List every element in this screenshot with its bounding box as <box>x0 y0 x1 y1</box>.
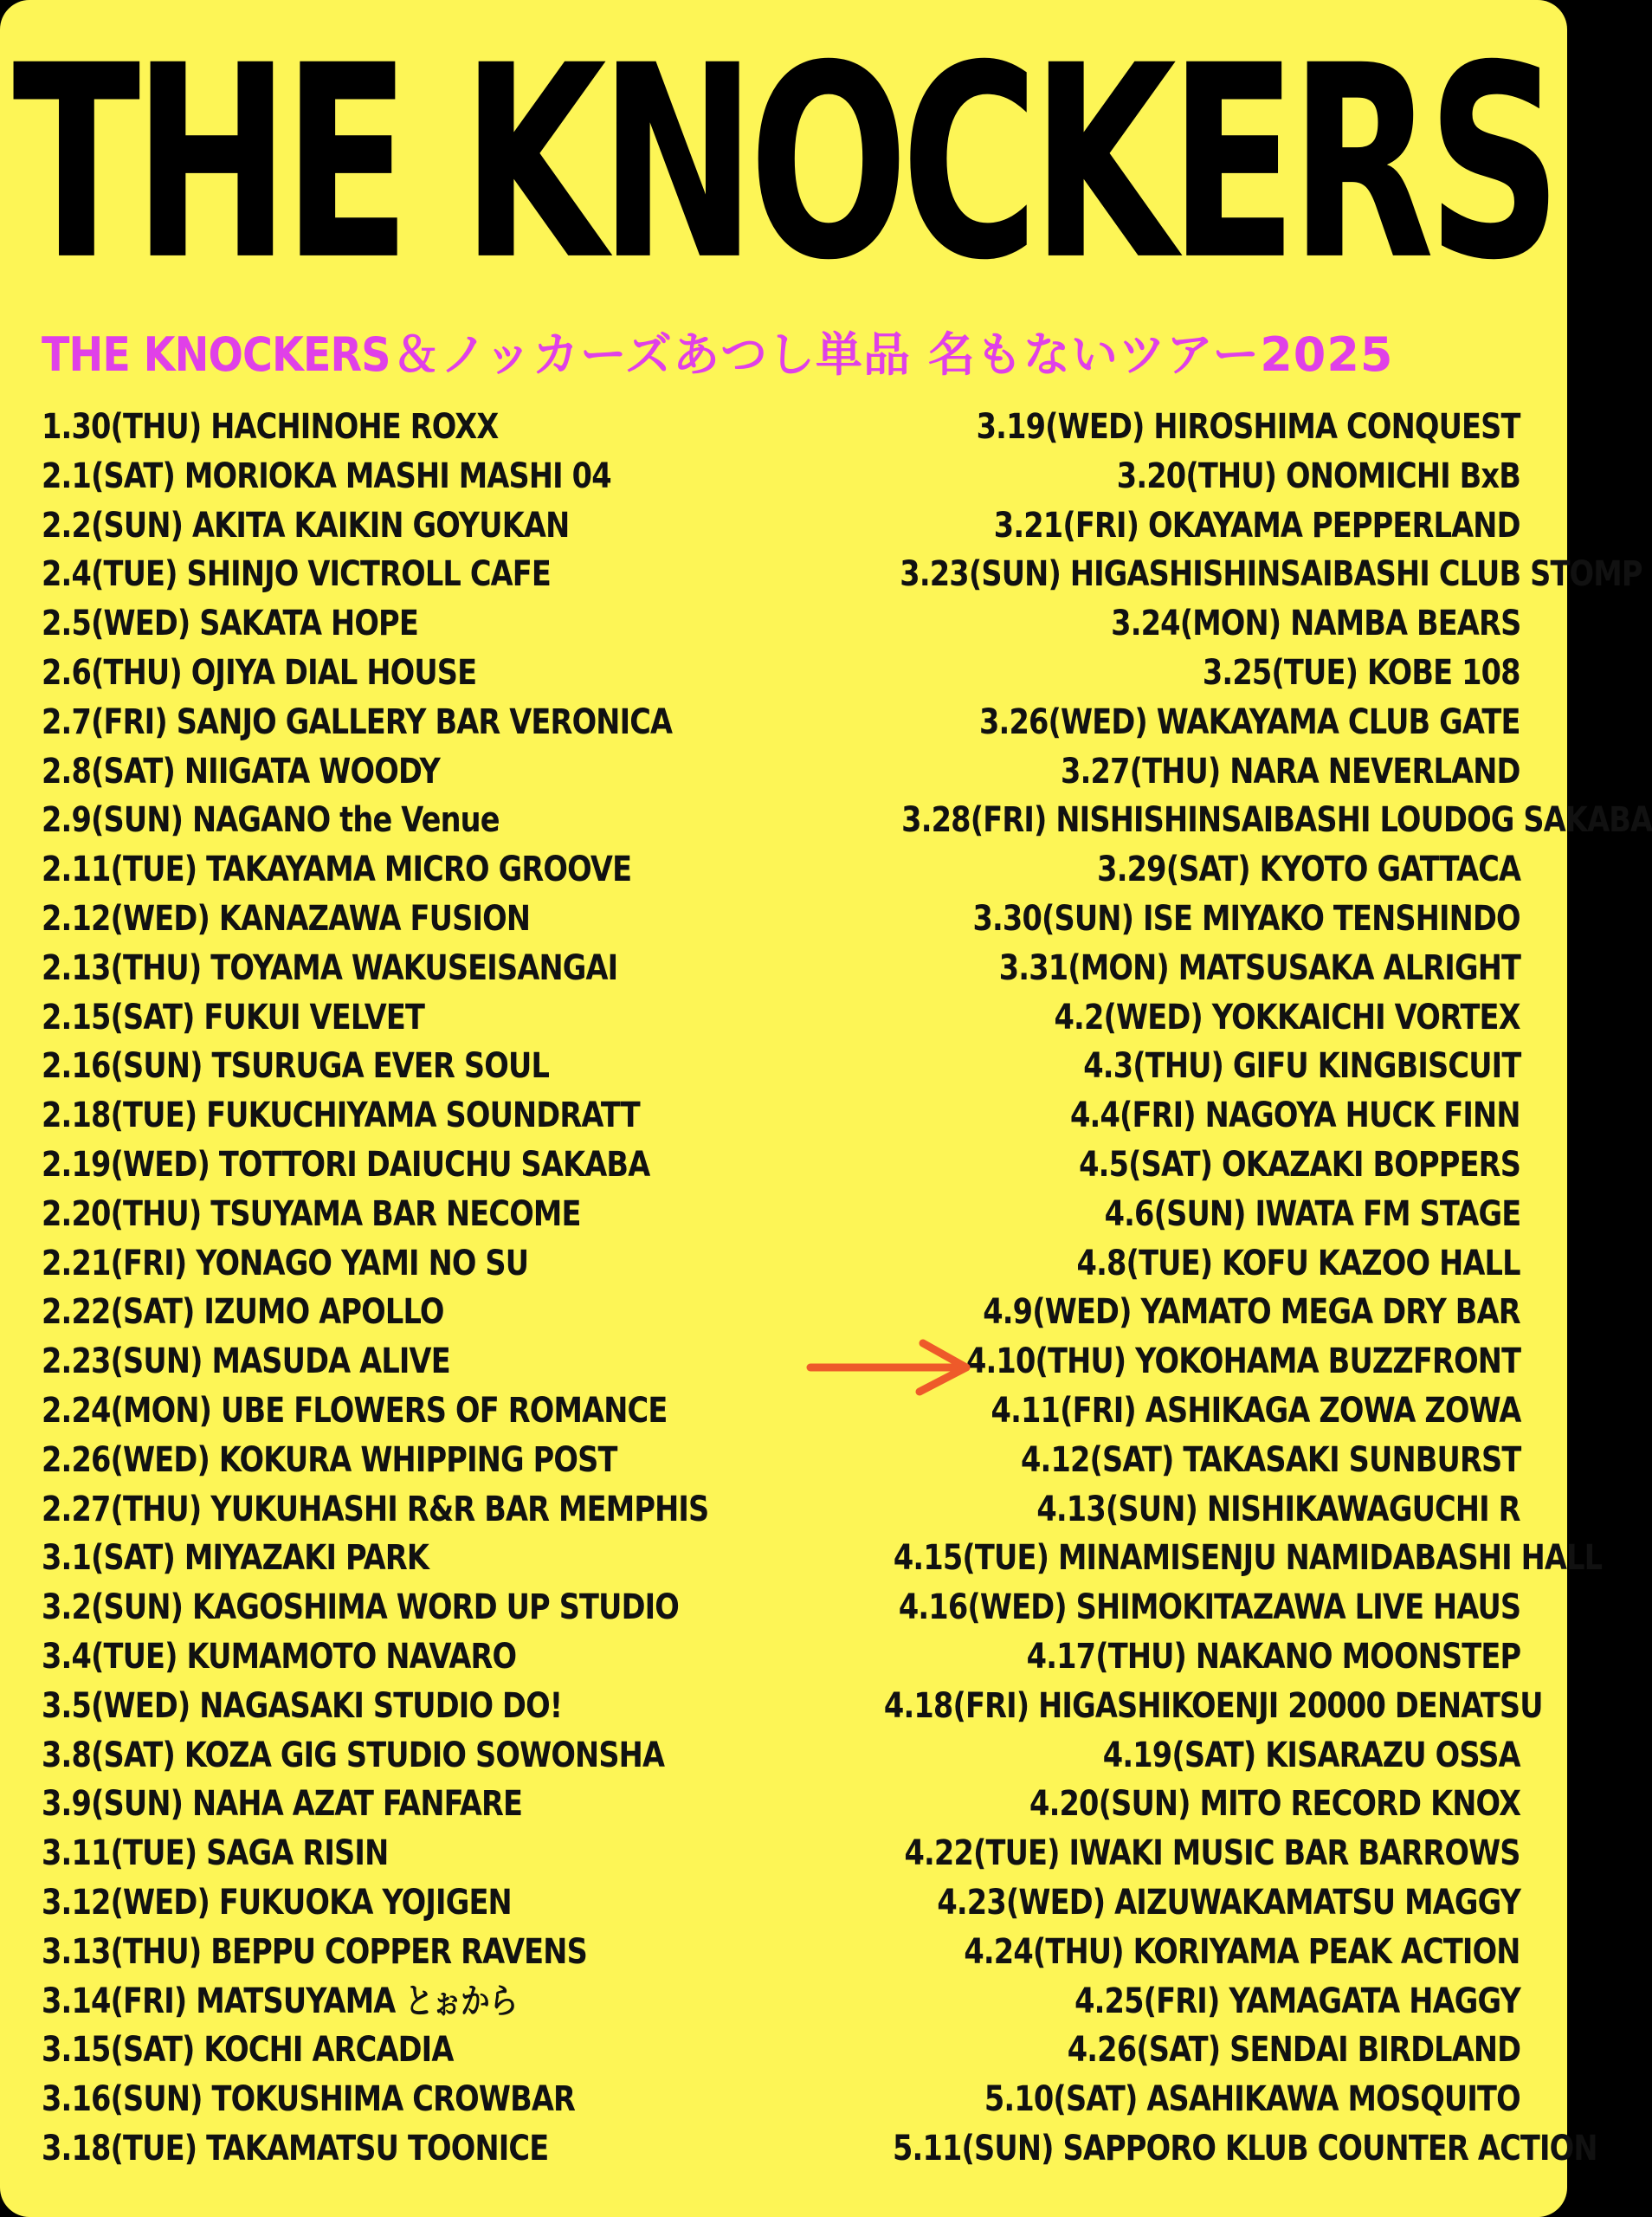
tour-date-item <box>42 1091 803 1141</box>
tour-date-item <box>758 747 1520 797</box>
tour-date-item <box>758 993 1520 1043</box>
right-arrow-icon <box>805 1338 978 1395</box>
tour-date-text: 2.20(THU) TSUYAMA BAR NECOME <box>42 1193 581 1234</box>
tour-date-item <box>42 2075 803 2124</box>
tour-date-item <box>42 1042 803 1091</box>
schedule-left-column <box>42 403 803 2174</box>
band-title: THE KNOCKERS <box>12 9 1555 320</box>
tour-date-text: 3.25(TUE) KOBE 108 <box>1203 652 1520 693</box>
tour-date-text: 2.19(WED) TOTTORI DAIUCHU SAKABA <box>42 1144 650 1185</box>
tour-date-text: 4.5(SAT) OKAZAKI BOPPERS <box>1079 1144 1520 1185</box>
tour-date-item <box>758 944 1520 993</box>
tour-date-item <box>42 403 803 452</box>
tour-date-item <box>42 1583 803 1632</box>
tour-date-text: 4.15(TUE) MINAMISENJU NAMIDABASHI HALL <box>893 1538 1603 1579</box>
tour-date-item <box>42 550 803 599</box>
tour-date-item <box>42 895 803 944</box>
tour-date-text: 2.16(SUN) TSURUGA EVER SOUL <box>42 1046 550 1087</box>
tour-date-text: 4.16(WED) SHIMOKITAZAWA LIVE HAUS <box>898 1587 1520 1628</box>
tour-date-text: 5.11(SUN) SAPPORO KLUB COUNTER ACTION <box>892 2128 1597 2169</box>
tour-date-text: 3.24(MON) NAMBA BEARS <box>1110 604 1520 644</box>
tour-date-text: 3.28(FRI) NISHISHINSAIBASHI LOUDOG SAKABA <box>901 800 1652 841</box>
tour-date-item <box>758 1288 1520 1337</box>
tour-date-text: 3.26(WED) WAKAYAMA CLUB GATE <box>979 701 1520 742</box>
tour-date-text: 3.5(WED) NAGASAKI STUDIO DO! <box>42 1685 563 1726</box>
tour-date-text: 2.23(SUN) MASUDA ALIVE <box>42 1341 450 1382</box>
tour-date-item <box>42 993 803 1043</box>
tour-date-item <box>758 1632 1520 1682</box>
tour-date-item <box>42 1386 803 1436</box>
tour-date-text: 2.18(TUE) FUKUCHIYAMA SOUNDRATT <box>42 1096 640 1136</box>
tour-date-text: 3.11(TUE) SAGA RISIN <box>42 1833 389 1874</box>
tour-date-text: 2.9(SUN) NAGANO the Venue <box>42 800 500 841</box>
tour-date-text: 4.11(FRI) ASHIKAGA ZOWA ZOWA <box>991 1390 1520 1431</box>
tour-date-text: 3.9(SUN) NAHA AZAT FANFARE <box>42 1784 523 1825</box>
tour-date-item <box>758 1928 1520 1977</box>
tour-date-item <box>42 1780 803 1829</box>
tour-date-item <box>42 1829 803 1878</box>
tour-date-item <box>42 1485 803 1535</box>
tour-date-text: 4.6(SUN) IWATA FM STAGE <box>1104 1193 1520 1234</box>
tour-date-item <box>758 1141 1520 1190</box>
tour-date-text: 4.10(THU) YOKOHAMA BUZZFRONT <box>965 1341 1520 1382</box>
tour-date-text: 2.22(SAT) IZUMO APOLLO <box>42 1292 444 1333</box>
tour-date-text: 4.23(WED) AIZUWAKAMATSU MAGGY <box>937 1882 1520 1923</box>
tour-date-text: 3.27(THU) NARA NEVERLAND <box>1061 751 1520 792</box>
tour-date-item <box>42 1337 803 1386</box>
tour-date-item <box>758 1977 1520 2026</box>
tour-date-item <box>42 944 803 993</box>
tour-date-item <box>758 452 1520 501</box>
tour-date-text: 3.12(WED) FUKUOKA YOJIGEN <box>42 1882 512 1923</box>
tour-date-item <box>758 550 1642 599</box>
tour-date-item <box>42 1977 803 2026</box>
tour-date-text: 2.15(SAT) FUKUI VELVET <box>42 997 425 1037</box>
tour-date-text: 3.29(SAT) KYOTO GATTACA <box>1096 850 1520 890</box>
tour-date-item <box>758 1190 1520 1239</box>
tour-date-item <box>758 1485 1520 1535</box>
tour-date-text: 4.12(SAT) TAKASAKI SUNBURST <box>1020 1439 1520 1480</box>
tour-date-item <box>758 1239 1520 1289</box>
tour-date-item <box>758 599 1520 649</box>
tour-date-text: 3.14(FRI) MATSUYAMA とぉから <box>42 1981 518 2021</box>
tour-date-text: 2.6(THU) OJIYA DIAL HOUSE <box>42 652 477 693</box>
tour-date-item <box>42 649 803 698</box>
tour-date-item <box>758 845 1520 895</box>
tour-date-text: 2.7(FRI) SANJO GALLERY BAR VERONICA <box>42 701 673 742</box>
tour-date-text: 5.10(SAT) ASAHIKAWA MOSQUITO <box>984 2079 1520 2120</box>
tour-date-text: 3.20(THU) ONOMICHI BxB <box>1116 456 1520 496</box>
tour-date-text: 3.2(SUN) KAGOSHIMA WORD UP STUDIO <box>42 1587 680 1628</box>
tour-date-text: 3.15(SAT) KOCHI ARCADIA <box>42 2030 454 2071</box>
tour-date-item <box>758 698 1520 747</box>
tour-date-item <box>758 1534 1603 1583</box>
tour-date-item <box>42 2124 803 2174</box>
tour-date-item <box>42 1288 803 1337</box>
tour-date-text: 4.26(SAT) SENDAI BIRDLAND <box>1067 2030 1520 2071</box>
tour-date-item <box>758 1878 1520 1928</box>
tour-date-item <box>758 403 1520 452</box>
tour-date-item <box>758 649 1520 698</box>
tour-date-text: 3.21(FRI) OKAYAMA PEPPERLAND <box>994 505 1520 546</box>
tour-date-item <box>42 1632 803 1682</box>
tour-date-text: 4.18(FRI) HIGASHIKOENJI 20000 DENATSU <box>883 1685 1543 1726</box>
tour-date-item <box>758 1583 1520 1632</box>
tour-date-text: 4.3(THU) GIFU KINGBISCUIT <box>1082 1046 1520 1087</box>
tour-date-text: 3.8(SAT) KOZA GIG STUDIO SOWONSHA <box>42 1735 665 1775</box>
tour-date-item <box>758 2026 1520 2075</box>
tour-date-item <box>758 796 1652 845</box>
subtitle-band-name: THE KNOCKERS <box>42 327 390 382</box>
subtitle-tour-name: ＆ノッカーズあつし単品 名もないツアー2025 <box>392 327 1394 382</box>
tour-date-item <box>758 2124 1597 2174</box>
tour-date-text: 3.18(TUE) TAKAMATSU TOONICE <box>42 2128 549 2169</box>
tour-date-text: 4.4(FRI) NAGOYA HUCK FINN <box>1070 1096 1520 1136</box>
tour-date-text: 3.1(SAT) MIYAZAKI PARK <box>42 1538 429 1579</box>
tour-date-item <box>42 1239 803 1289</box>
tour-date-text: 3.30(SUN) ISE MIYAKO TENSHINDO <box>972 898 1520 939</box>
tour-date-text: 1.30(THU) HACHINOHE ROXX <box>42 407 499 447</box>
tour-date-item <box>758 501 1520 551</box>
tour-date-text: 3.16(SUN) TOKUSHIMA CROWBAR <box>42 2079 576 2120</box>
tour-date-text: 4.17(THU) NAKANO MOONSTEP <box>1026 1636 1520 1677</box>
tour-date-text: 4.22(TUE) IWAKI MUSIC BAR BARROWS <box>904 1833 1520 1874</box>
tour-date-item <box>42 1190 803 1239</box>
tour-date-text: 2.13(THU) TOYAMA WAKUSEISANGAI <box>42 947 618 988</box>
tour-date-text: 4.24(THU) KORIYAMA PEAK ACTION <box>964 1931 1520 1972</box>
tour-date-item <box>42 1141 803 1190</box>
tour-date-text: 2.4(TUE) SHINJO VICTROLL CAFE <box>42 554 552 595</box>
tour-subtitle <box>42 322 1531 388</box>
tour-date-item <box>42 1682 803 1731</box>
tour-date-text: 3.31(MON) MATSUSAKA ALRIGHT <box>998 947 1520 988</box>
tour-date-text: 4.9(WED) YAMATO MEGA DRY BAR <box>983 1292 1520 1333</box>
tour-date-text: 4.8(TUE) KOFU KAZOO HALL <box>1076 1243 1520 1283</box>
tour-date-item <box>42 2026 803 2075</box>
tour-date-item <box>758 1042 1520 1091</box>
tour-date-item <box>42 599 803 649</box>
tour-date-item <box>42 1731 803 1781</box>
tour-date-text: 3.23(SUN) HIGASHISHINSAIBASHI CLUB STOMP <box>900 554 1642 595</box>
tour-date-item <box>42 1534 803 1583</box>
tour-date-item <box>42 1436 803 1485</box>
tour-date-item <box>42 1878 803 1928</box>
tour-date-text: 3.4(TUE) KUMAMOTO NAVARO <box>42 1636 517 1677</box>
tour-date-text: 2.5(WED) SAKATA HOPE <box>42 604 418 644</box>
tour-date-item <box>758 1682 1543 1731</box>
tour-date-item <box>758 895 1520 944</box>
tour-date-item <box>42 747 803 797</box>
tour-date-item <box>758 1731 1520 1781</box>
tour-date-text: 2.11(TUE) TAKAYAMA MICRO GROOVE <box>42 850 632 890</box>
tour-date-text: 2.26(WED) KOKURA WHIPPING POST <box>42 1439 617 1480</box>
tour-date-item <box>758 1780 1520 1829</box>
tour-date-item <box>758 1436 1520 1485</box>
tour-date-text: 4.20(SUN) MITO RECORD KNOX <box>1029 1784 1520 1825</box>
tour-date-text: 2.27(THU) YUKUHASHI R&R BAR MEMPHIS <box>42 1489 709 1529</box>
tour-date-item <box>42 1928 803 1977</box>
tour-date-text: 4.2(WED) YOKKAICHI VORTEX <box>1054 997 1520 1037</box>
tour-date-item <box>42 845 803 895</box>
tour-date-item <box>42 796 803 845</box>
tour-date-item <box>758 2075 1520 2124</box>
tour-date-text: 2.24(MON) UBE FLOWERS OF ROMANCE <box>42 1390 668 1431</box>
tour-date-text: 3.13(THU) BEPPU COPPER RAVENS <box>42 1931 587 1972</box>
tour-date-text: 3.19(WED) HIROSHIMA CONQUEST <box>977 407 1520 447</box>
tour-date-text: 2.8(SAT) NIIGATA WOODY <box>42 751 441 792</box>
tour-date-item <box>758 1829 1520 1878</box>
tour-date-text: 2.21(FRI) YONAGO YAMI NO SU <box>42 1243 529 1283</box>
tour-date-item <box>42 501 803 551</box>
tour-date-item <box>42 698 803 747</box>
tour-date-text: 4.19(SAT) KISARAZU OSSA <box>1103 1735 1520 1775</box>
tour-date-item <box>758 1091 1520 1141</box>
tour-date-item <box>42 452 803 501</box>
tour-date-text: 4.25(FRI) YAMAGATA HAGGY <box>1074 1981 1520 2021</box>
schedule-right-column <box>758 403 1652 2174</box>
tour-date-text: 2.2(SUN) AKITA KAIKIN GOYUKAN <box>42 505 570 546</box>
tour-date-text: 2.12(WED) KANAZAWA FUSION <box>42 898 531 939</box>
tour-date-text: 2.1(SAT) MORIOKA MASHI MASHI 04 <box>42 456 611 496</box>
tour-date-text: 4.13(SUN) NISHIKAWAGUCHI R <box>1036 1489 1520 1529</box>
